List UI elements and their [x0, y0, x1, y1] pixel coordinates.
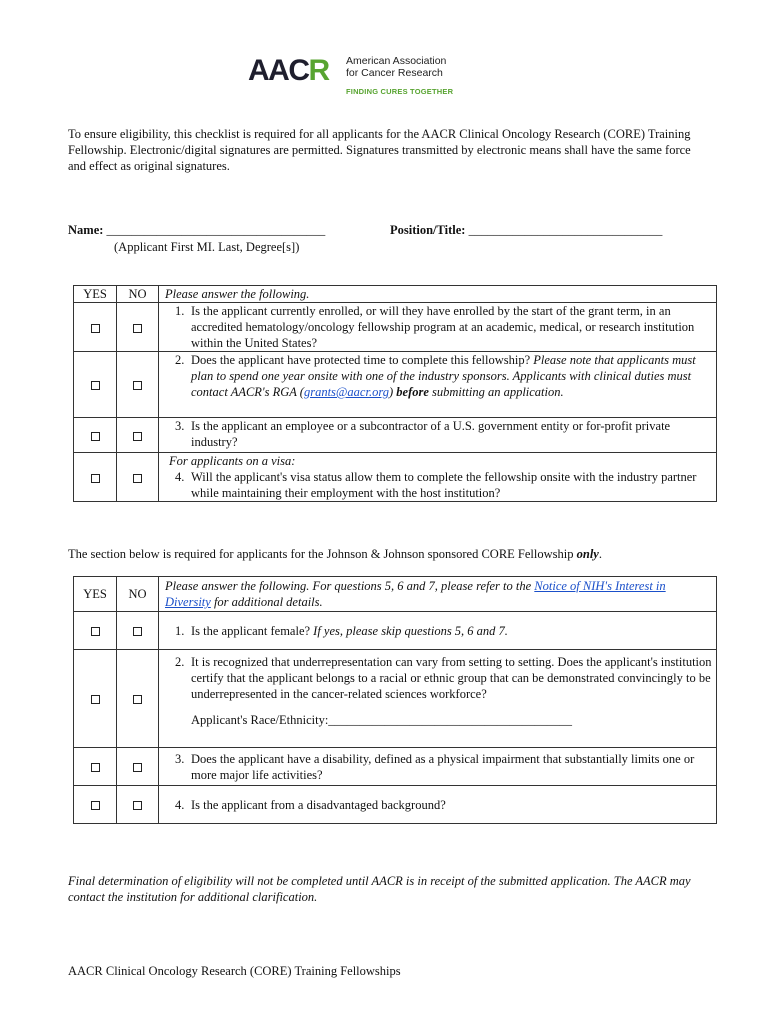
jj-q3-no-checkbox[interactable]	[133, 763, 142, 772]
q2-yes-checkbox[interactable]	[91, 381, 100, 390]
yes-header: YES	[74, 577, 117, 612]
jj-q2-yes-checkbox[interactable]	[91, 695, 100, 704]
jj-section-note: The section below is required for applicants for the Johnson & Johnson sponsored CORE Fellowship only.	[68, 547, 602, 561]
jj-q4-no-checkbox[interactable]	[133, 801, 142, 810]
instruction-header: Please answer the following.	[159, 286, 717, 303]
logo-org-name: American Association for Cancer Research	[346, 55, 447, 79]
instruction-header: Please answer the following. For questions 5, 6 and 7, please refer to the Notice of NIH's Interest in Diversity for additional details.	[159, 577, 717, 612]
visa-label: For applicants on a visa:	[169, 454, 296, 468]
name-field-hint: (Applicant First MI. Last, Degree[s])	[114, 240, 300, 254]
question-4: For applicants on a visa: 4. Will the applicant's visa status allow them to complete the fellowship onsite with the industry partner while maintaining their employment with the host institution?	[159, 453, 717, 502]
question-1: 1. Is the applicant currently enrolled, or will they have enrolled by the start of the grant term, in an accredited hematology/oncology fellowship program at an academic, medical, or research institution within the United States?	[159, 303, 717, 352]
q4-yes-checkbox[interactable]	[91, 474, 100, 483]
eligibility-table-1	[73, 285, 717, 502]
final-determination-note: Final determination of eligibility will not be completed until AACR is in receipt of the submitted application. The AACR may contact the institution for additional clarification.	[68, 874, 691, 904]
jj-q1-no-checkbox[interactable]	[133, 627, 142, 636]
rga-email-link[interactable]: grants@aacr.org	[303, 385, 389, 399]
logo-mark: AACR	[248, 54, 329, 87]
jj-q2-no-checkbox[interactable]	[133, 695, 142, 704]
race-ethnicity-field[interactable]: Applicant's Race/Ethnicity:_______________________________________	[191, 713, 573, 727]
name-field[interactable]: Name: ___________________________________	[68, 223, 326, 237]
jj-q1-yes-checkbox[interactable]	[91, 627, 100, 636]
jj-q4-yes-checkbox[interactable]	[91, 801, 100, 810]
intro-paragraph: To ensure eligibility, this checklist is required for all applicants for the AACR Clinical Oncology Research (CORE) Training Fellowship. Electronic/digital signatures are permitted. Signatures transmitted by electronic means shall have the same force and effect as original signatures.	[68, 127, 691, 173]
jj-q3-yes-checkbox[interactable]	[91, 763, 100, 772]
q1-yes-checkbox[interactable]	[91, 324, 100, 333]
question-2: 2. Does the applicant have protected time to complete this fellowship? Please note that applicants must plan to spend one year onsite with one of the industry sponsors. Applicants with clinical duties must contact AACR's RGA (grants@aacr.org) before submitting an application.	[159, 352, 717, 418]
position-title-field[interactable]: Position/Title: _______________________________	[390, 223, 663, 237]
q3-no-checkbox[interactable]	[133, 432, 142, 441]
q3-yes-checkbox[interactable]	[91, 432, 100, 441]
eligibility-table-2	[73, 576, 717, 824]
jj-question-2: 2. It is recognized that underrepresentation can vary from setting to setting. Does the applicant's institution certify that the applicant belongs to a racial or ethnic group that can be demonstrated convincingly to be underrepresented in the cancer-related sciences workforce? Applicant's Race/Ethnicity:_______________________________________	[159, 650, 717, 748]
applicant-name-row	[68, 222, 708, 256]
q1-no-checkbox[interactable]	[133, 324, 142, 333]
page-footer: AACR Clinical Oncology Research (CORE) Training Fellowships	[68, 964, 401, 978]
jj-question-4: 4. Is the applicant from a disadvantaged background?	[159, 786, 717, 824]
jj-question-3: 3. Does the applicant have a disability, defined as a physical impairment that substantially limits one or more major life activities?	[159, 748, 717, 786]
logo-tagline: FINDING CURES TOGETHER	[346, 87, 454, 96]
yes-header: YES	[74, 286, 117, 303]
nih-diversity-link[interactable]: Notice of NIH's Interest in Diversity	[165, 579, 666, 609]
no-header: NO	[117, 577, 159, 612]
aacr-logo	[248, 52, 488, 98]
q2-no-checkbox[interactable]	[133, 381, 142, 390]
jj-question-1: 1. Is the applicant female? If yes, please skip questions 5, 6 and 7.	[159, 612, 717, 650]
no-header: NO	[117, 286, 159, 303]
question-3: 3. Is the applicant an employee or a subcontractor of a U.S. government entity or for-profit private industry?	[159, 418, 717, 453]
q4-no-checkbox[interactable]	[133, 474, 142, 483]
